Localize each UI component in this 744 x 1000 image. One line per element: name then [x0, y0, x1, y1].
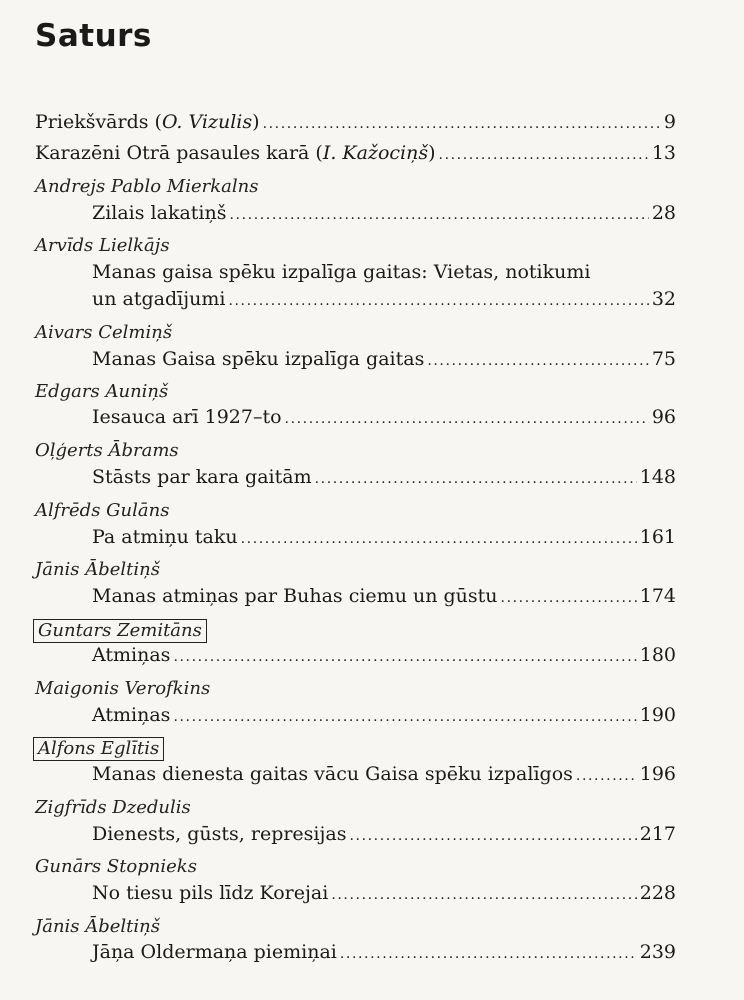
leader-dots	[241, 527, 637, 551]
page-number: 174	[639, 585, 676, 607]
entry-title: Dienests, gūsts, represijas	[92, 823, 347, 845]
entry-author: Zigfrīds Dzedulis	[35, 797, 191, 818]
entry-title: un atgadījumi	[92, 288, 226, 310]
entry-author: Aivars Celmiņš	[35, 322, 173, 343]
entry-close-paren: )	[428, 142, 436, 164]
page-number: 75	[651, 348, 676, 370]
toc-entry	[92, 405, 676, 431]
toc-entry	[35, 110, 676, 136]
page-number: 217	[639, 823, 676, 845]
toc-entry	[92, 822, 676, 848]
entry-close-paren: )	[252, 111, 260, 133]
entry-author: Maigonis Verofkins	[35, 678, 211, 699]
toc-entry	[92, 287, 676, 313]
entry-title-line1: Manas gaisa spēku izpalīga gaitas: Vietas, notikumi	[92, 261, 591, 283]
page-number: 96	[651, 406, 676, 428]
toc-entry	[92, 940, 676, 966]
page-number: 32	[651, 288, 676, 310]
entry-title: Pa atmiņu taku	[92, 526, 238, 548]
entry-title: Stāsts par kara gaitām	[92, 466, 312, 488]
toc-entry	[92, 881, 676, 907]
page-number: 180	[639, 644, 676, 666]
entry-title: Manas atmiņas par Buhas ciemu un gūstu	[92, 585, 498, 607]
entry-author: Jānis Ābeltiņš	[35, 559, 161, 580]
entry-title: Manas dienesta gaitas vācu Gaisa spēku izpalīgos	[92, 763, 573, 785]
toc-entry	[92, 703, 676, 729]
leader-dots	[501, 586, 637, 610]
entry-title: Zilais lakatiņš	[92, 202, 227, 224]
entry-title: Jāņa Oldermaņa piemiņai	[92, 941, 337, 963]
page-number: 148	[639, 466, 676, 488]
toc-entry	[92, 643, 676, 669]
page-number: 28	[651, 202, 676, 224]
toc-entry	[92, 762, 676, 788]
entry-author: Oļģerts Ābrams	[35, 440, 179, 461]
entry-author: I. Kažociņš	[322, 142, 429, 164]
page-number: 228	[639, 882, 676, 904]
leader-dots	[228, 289, 648, 313]
entry-title: No tiesu pils līdz Korejai	[92, 882, 329, 904]
page-number: 190	[639, 704, 676, 726]
entry-author: Jānis Ābeltiņš	[35, 916, 161, 937]
leader-dots	[349, 824, 636, 848]
leader-dots	[230, 203, 649, 227]
page-number: 161	[639, 526, 676, 548]
entry-title: Priekšvārds (	[35, 111, 162, 133]
page-title: Saturs	[35, 18, 152, 54]
leader-dots	[576, 764, 637, 788]
toc-entry	[92, 465, 676, 491]
toc-entry	[92, 201, 676, 227]
entry-title: Karazēni Otrā pasaules karā (	[35, 142, 323, 164]
leader-dots	[427, 349, 648, 373]
page-number: 9	[663, 111, 676, 133]
toc-entry	[92, 584, 676, 610]
leader-dots	[285, 407, 649, 431]
entry-author-boxed: Alfons Eglītis	[33, 737, 164, 761]
leader-dots	[340, 942, 637, 966]
entry-author: O. Vizulis	[161, 111, 253, 133]
leader-dots	[173, 705, 636, 729]
toc-entry	[92, 347, 676, 373]
entry-author: Arvīds Lielkājs	[35, 235, 170, 256]
page-number: 13	[651, 142, 676, 164]
entry-author-boxed: Guntars Zemitāns	[33, 619, 207, 643]
entry-author: Edgars Auniņš	[35, 381, 169, 402]
entry-author: Andrejs Pablo Mierkalns	[35, 176, 259, 197]
entry-author: Alfrēds Gulāns	[35, 500, 170, 521]
leader-dots	[331, 883, 636, 907]
entry-author: Gunārs Stopnieks	[35, 856, 197, 877]
leader-dots	[315, 467, 637, 491]
entry-title: Atmiņas	[92, 644, 171, 666]
leader-dots	[173, 645, 636, 669]
page-number: 239	[639, 941, 676, 963]
toc-entry	[92, 525, 676, 551]
page-number: 196	[639, 763, 676, 785]
leader-dots	[439, 143, 649, 167]
toc-entry	[35, 141, 676, 167]
entry-title: Manas Gaisa spēku izpalīga gaitas	[92, 348, 425, 370]
entry-title: Atmiņas	[92, 704, 171, 726]
entry-title: Iesauca arī 1927–to	[92, 406, 282, 428]
leader-dots	[263, 112, 659, 136]
